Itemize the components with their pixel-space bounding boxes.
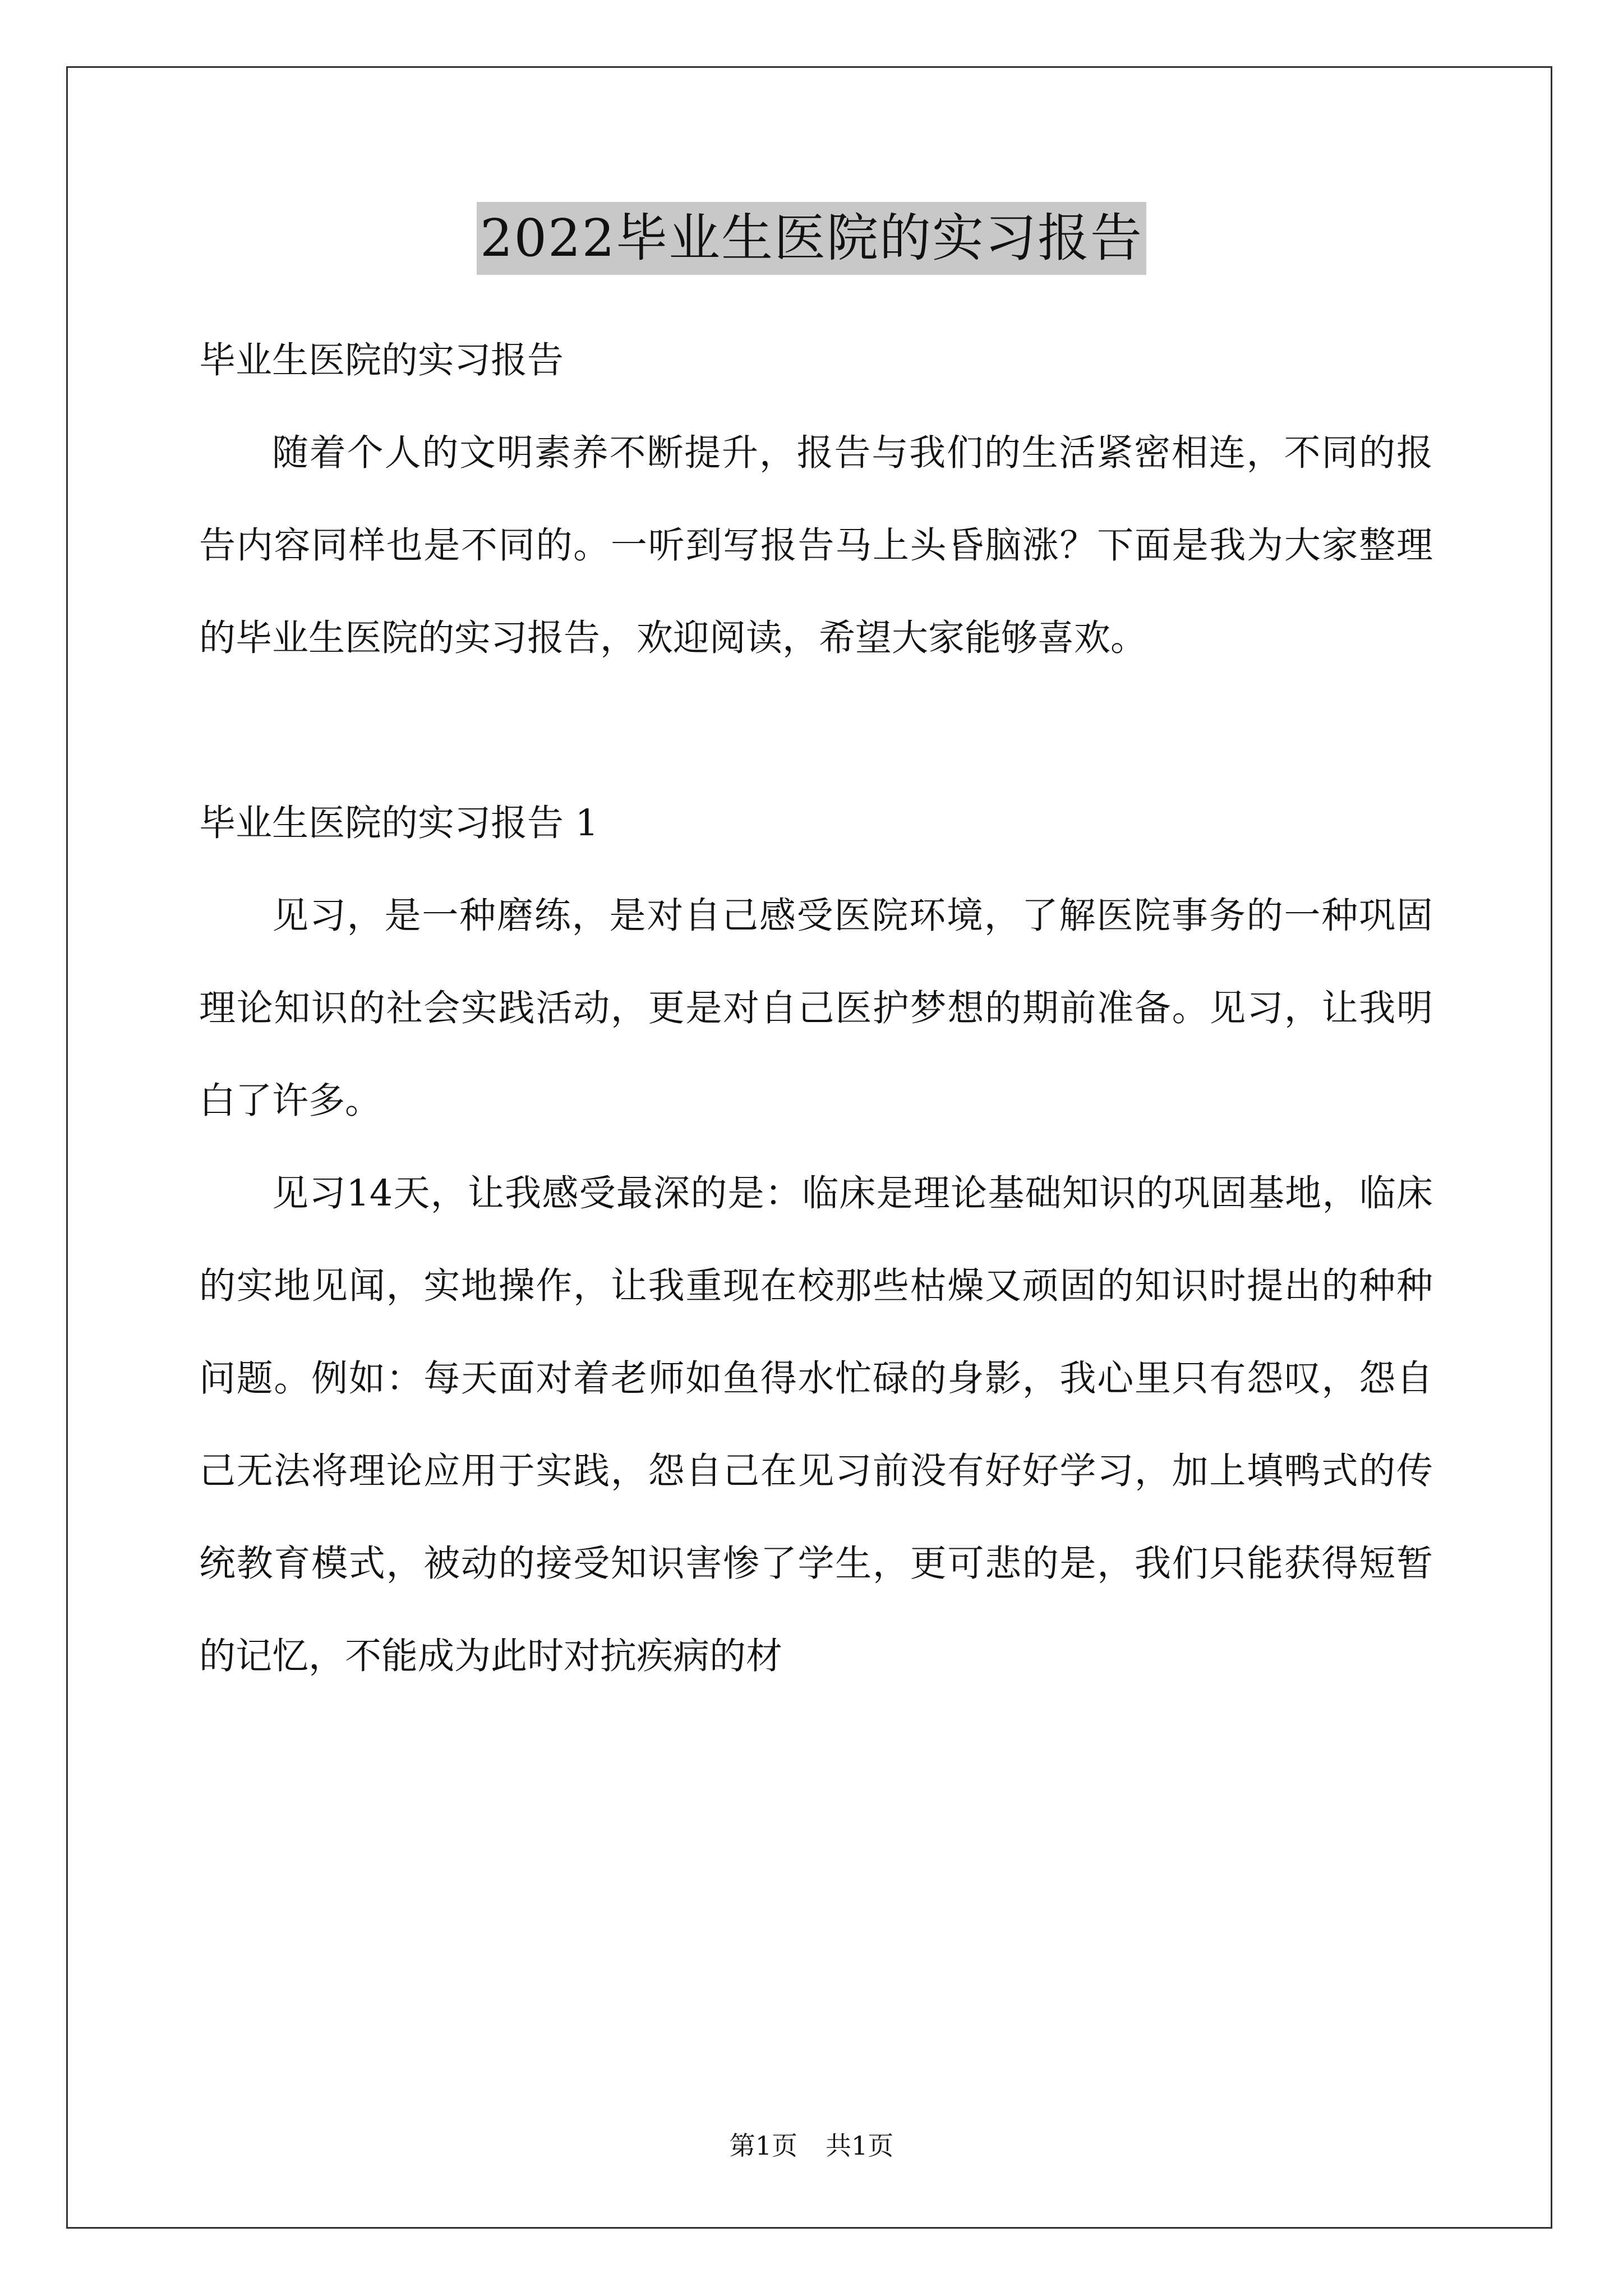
intro-paragraph: 随着个人的文明素养不断提升，报告与我们的生活紧密相连，不同的报告内容同样也是不同的。一听到写报告马上头昏脑涨？下面是我为大家整理的毕业生医院的实习报告，欢迎阅读，希望大家能够喜欢。	[199, 432, 1433, 659]
title-container	[0, 202, 1623, 275]
document-title: 2022毕业生医院的实习报告	[477, 202, 1146, 275]
body-paragraph-1: 见习，是一种磨练，是对自己感受医院环境，了解医院事务的一种巩固理论知识的社会实践活动，更是对自己医护梦想的期前准备。见习，让我明白了许多。	[199, 895, 1433, 1122]
document-subtitle: 毕业生医院的实习报告	[199, 339, 564, 381]
page-footer	[0, 2129, 1623, 2162]
section-heading: 毕业生医院的实习报告 1	[199, 802, 599, 844]
body-paragraph-2: 见习14天，让我感受最深的是：临床是理论基础知识的巩固基地，临床的实地见闻，实地操作，让我重现在校那些枯燥又顽固的知识时提出的种种问题。例如：每天面对着老师如鱼得水忙碌的身影，我心里只有怨叹，怨自己无法将理论应用于实践，怨自己在见习前没有好好学习，加上填鸭式的传统教育模式，被动的接受知识害惨了学生，更可悲的是，我们只能获得短暂的记忆，不能成为此时对抗疾病的材	[199, 1172, 1433, 1677]
section-spacer	[199, 684, 1433, 777]
page-total: 共1页	[826, 2131, 894, 2161]
document-body	[199, 314, 1433, 1703]
page-number: 第1页	[729, 2131, 797, 2161]
